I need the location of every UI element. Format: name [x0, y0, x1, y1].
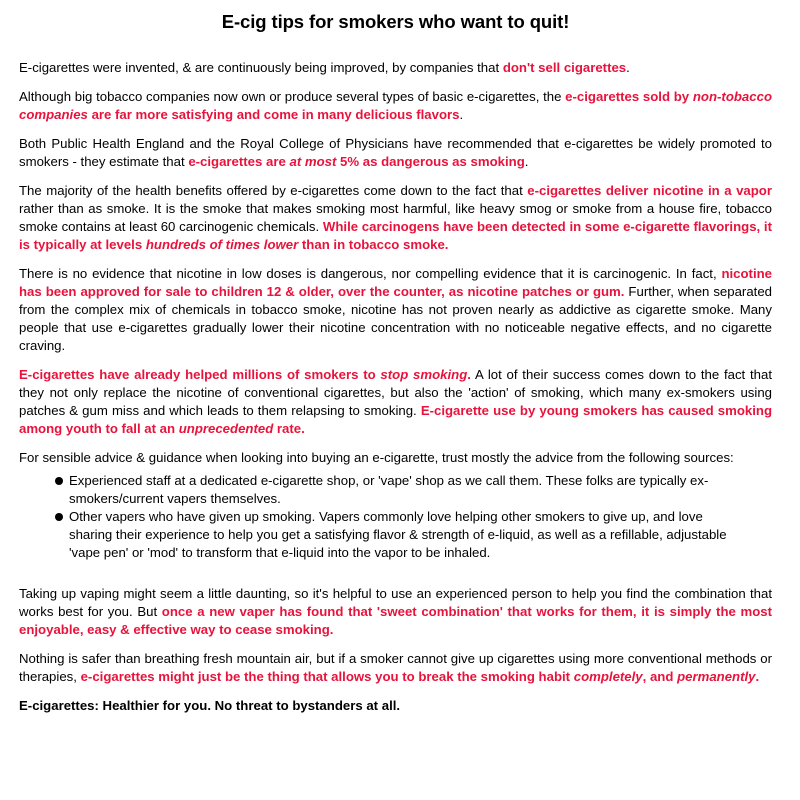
highlight-text: nicotine has been approved for sale to children 12 & older, over the counter, as nicotine patches or gum.	[19, 266, 772, 299]
highlight-text: once a new vaper has found that 'sweet combination' that works for them, it is simply the most enjoyable, easy & effective way to cease smoking.	[19, 604, 773, 637]
text: .	[626, 60, 630, 75]
highlight-italic-text: permanently	[677, 669, 756, 684]
bullet-icon	[55, 477, 63, 485]
list-item-text: Experienced staff at a dedicated e-cigarette shop, or 'vape' shop as we call them. These folks are typically ex-smokers/current vapers themselves.	[69, 473, 709, 506]
text: A lot of their success comes down to the fact that they not only replace the nicotine of conventional cigarettes, but also the 'action' of smoking, which many ex-smokers using patches & gum miss and which leads to them relapsing to smoking.	[19, 367, 772, 418]
highlight-italic-text: completely	[573, 669, 643, 684]
paragraph-success	[19, 366, 772, 438]
paragraph-public-health	[19, 135, 772, 171]
paragraph-vaping-help	[19, 585, 772, 639]
text: E-cigarettes: Healthier for you. No threat to bystanders at all.	[19, 698, 401, 713]
highlight-text: While carcinogens have been detected in some e-cigarette flavorings, it is typically at levels	[19, 219, 772, 252]
highlight-italic-text: unprecedented	[178, 421, 274, 436]
text: There is no evidence that nicotine in low doses is dangerous, nor compelling evidence that it is carcinogenic. In fact,	[19, 266, 722, 281]
bullet-icon	[55, 513, 63, 521]
text: Although big tobacco companies now own or produce several types of basic e-cigarettes, the	[19, 89, 566, 104]
text: E-cigarettes were invented, & are continuously being improved, by companies that	[19, 60, 503, 75]
highlight-text: e-cigarettes are	[188, 154, 290, 169]
paragraph-nicotine	[19, 265, 772, 355]
highlight-italic-text: non-tobacco companies	[19, 89, 772, 122]
highlight-text: , and	[642, 669, 678, 684]
paragraph-inventors	[19, 59, 772, 77]
text: For sensible advice & guidance when looking into buying an e-cigarette, trust mostly the advice from the following sources:	[19, 450, 734, 465]
text: .	[524, 154, 529, 169]
highlight-text: e-cigarettes deliver nicotine in a vapor	[527, 183, 772, 198]
highlight-italic-text: at most	[289, 154, 337, 169]
highlight-text: e-cigarettes might just be the thing that allows you to break the smoking habit	[80, 669, 574, 684]
highlight-text: E-cigarettes have already helped millions of smokers to	[19, 367, 381, 382]
list-item-text: Other vapers who have given up smoking. Vapers commonly love helping other smokers to give up, and love sharing their experience to help you get a satisfying flavor & strength of e-liquid, as well as a refillable, adjustable 'vape pen' or 'mod' to transform that e-liquid into the vapor to be inhaled.	[69, 509, 727, 560]
highlight-italic-text: hundreds of times lower	[145, 237, 299, 252]
paragraph-health-benefits	[19, 182, 772, 254]
paragraph-big-tobacco	[19, 88, 772, 124]
paragraph-advice-intro	[19, 449, 772, 467]
highlight-text: don't sell cigarettes	[502, 60, 627, 75]
text: Both Public Health England and the Royal College of Physicians have recommended that e-cigarettes be widely promoted to smokers - they estimate that	[19, 136, 772, 169]
highlight-italic-text: stop smoking	[380, 367, 468, 382]
list-item	[55, 472, 739, 508]
paragraph-conclusion	[19, 650, 772, 686]
document	[19, 10, 772, 715]
highlight-text: than in tobacco smoke.	[298, 237, 449, 252]
list-item	[55, 508, 739, 562]
text: Further, when separated from the complex mix of chemicals in tobacco smoke, nicotine has not proven nearly as addictive as cigarette smoke. Many people that use e-cigarettes gradually lower their nicotine concentration with no noticeable negative effects, and no cigarette craving.	[19, 284, 772, 353]
text: .	[459, 107, 464, 122]
highlight-text: 5% as dangerous as smoking	[336, 154, 525, 169]
text: rather than as smoke. It is the smoke that makes smoking most harmful, like heavy smog or smoke from a house fire, tobacco smoke contains at least 60 carcinogenic chemicals.	[19, 201, 772, 234]
text: Nothing is safer than breathing fresh mountain air, but if a smoker cannot give up cigarettes using more conventional methods or therapies,	[19, 651, 772, 684]
highlight-text: E-cigarette use by young smokers has caused smoking among youth to fall at an	[19, 403, 772, 436]
page-title: E-cig tips for smokers who want to quit!	[221, 11, 570, 32]
text: The majority of the health benefits offered by e-cigarettes come down to the fact that	[19, 183, 528, 198]
closing-tagline	[19, 697, 772, 715]
advice-sources-list	[19, 472, 772, 562]
highlight-text: are far more satisfying and come in many delicious flavors	[87, 107, 460, 122]
highlight-text: .	[467, 367, 471, 382]
highlight-text: e-cigarettes sold by	[565, 89, 693, 104]
highlight-text: rate.	[273, 421, 305, 436]
text: Taking up vaping might seem a little daunting, so it's helpful to use an experienced person to help you find the combination that works best for you. But	[19, 586, 772, 619]
highlight-text: .	[755, 669, 760, 684]
